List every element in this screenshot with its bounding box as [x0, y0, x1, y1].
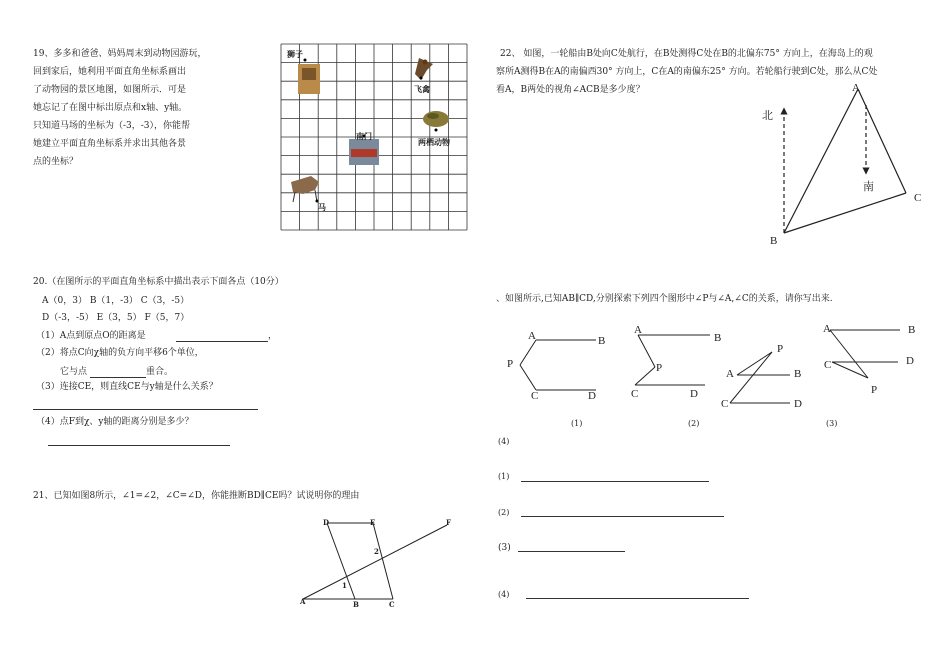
q23-answer-blank-2[interactable]: [521, 516, 724, 517]
q23-answer-blank-4[interactable]: [526, 598, 749, 599]
q21-label-C: C: [389, 600, 395, 609]
q19-line: 了动物园的景区地图，如图所示．可是: [33, 85, 187, 95]
q23-f1-D: D: [588, 390, 596, 402]
q23-f3-B: B: [794, 368, 802, 380]
q20-part4-blank[interactable]: [48, 445, 230, 446]
map-label-amphibian: 两栖动物: [418, 137, 450, 147]
q21-label-E: E: [370, 518, 376, 527]
q23-f1-B: B: [598, 335, 606, 347]
q23-f3-A: A: [726, 368, 734, 380]
q22-triangle-figure: [760, 85, 920, 245]
q23-caption-4: (4): [498, 437, 510, 446]
q20-part3: （3）连接CE，则直线CE与y轴是什么关系？: [36, 382, 218, 392]
q23-f2-B: B: [714, 332, 722, 344]
q23-figures: [500, 320, 920, 410]
q23-text: 、如图所示,已知AB∥CD,分别探索下列四个图形中∠P与∠A,∠C的关系，请你写出来.: [496, 294, 833, 304]
q21-angle-2: 2: [374, 547, 379, 556]
q23-f3-D: D: [794, 398, 802, 410]
q23-answer-label-1: (1): [498, 472, 510, 481]
q23-f2-A: A: [634, 324, 642, 336]
q23-f4-C: C: [824, 359, 832, 371]
q23-f4-D: D: [906, 355, 914, 367]
q23-f1-A: A: [528, 330, 536, 342]
map-label-bird: 飞禽: [414, 84, 430, 94]
q20-title: 20.（在图所示的平面直角坐标系中描出表示下面各点（10分）: [33, 277, 284, 287]
q23-answer-blank-1[interactable]: [521, 481, 709, 482]
q19-line: 她忘记了在图中标出原点和x轴、y轴。: [33, 103, 188, 113]
q20-part4: （4）点F到χ、y轴的距离分别是多少？: [36, 417, 194, 427]
q20-part1-blank[interactable]: [176, 341, 268, 342]
q20-part2b: 它与点: [60, 367, 88, 377]
map-label-horse: 马: [318, 202, 326, 212]
q22-line: 22、 如图，一轮船由B处向C处航行，在B处测得C处在B的北偏东75° 方向上，在海岛上的观: [500, 49, 873, 59]
q23-f2-D: D: [690, 388, 698, 400]
map-label-lion: 狮子: [287, 49, 303, 59]
q23-f3-P: P: [777, 343, 784, 355]
map-label-gate: 南门: [356, 131, 372, 141]
q23-f2-C: C: [631, 388, 639, 400]
q20-points-row1: A（0，3） B（1，-3） C（3，-5）: [42, 296, 190, 306]
q19-line: 只知道马场的坐标为（-3，-3），你能帮: [33, 121, 191, 131]
q21-label-A: A: [300, 597, 306, 606]
q22-label-C: C: [914, 192, 922, 204]
q20-part2c: 重合。: [146, 367, 174, 377]
q22-label-A: A: [852, 82, 860, 94]
q20-part2a: （2）将点C向χ轴的负方向平移6个单位，: [36, 348, 204, 358]
q23-answer-label-2: (2): [498, 508, 510, 517]
q23-f1-P: P: [507, 358, 514, 370]
q23-answer-blank-3[interactable]: [518, 551, 625, 552]
q21-label-D: D: [323, 518, 330, 527]
q23-f4-A: A: [823, 323, 831, 335]
q23-caption-3: (3): [826, 419, 838, 428]
q19-line: 点的坐标？: [33, 157, 79, 167]
q23-caption-2: (2): [688, 419, 700, 428]
q21-label-F: F: [446, 518, 451, 527]
q20-part1-end: ，: [268, 331, 278, 341]
q22-label-south: 南: [863, 181, 874, 193]
q20-part1: （1）A点到原点O的距离是: [36, 331, 146, 341]
q22-label-B: B: [770, 235, 778, 247]
q23-f2-P: P: [656, 362, 663, 374]
q22-label-north: 北: [762, 110, 773, 122]
q21-text: 21、已知如图8所示，∠1=∠2，∠C=∠D，你能推断BD∥CE吗？试说明你的理由: [33, 491, 360, 501]
q21-angle-1: 1: [342, 581, 347, 590]
q21-label-B: B: [353, 600, 359, 609]
q20-part2-blank[interactable]: [90, 377, 146, 378]
q23-caption-1: (1): [571, 419, 583, 428]
q23-f1-C: C: [531, 390, 539, 402]
q20-points-row2: D（-3，-5） E（3，5） F（5，7）: [42, 313, 190, 323]
q20-part3-blank[interactable]: [33, 409, 258, 410]
q21-figure: [295, 515, 460, 610]
q23-f3-C: C: [721, 398, 729, 410]
q19-line: 她建立平面直角坐标系并求出其他各景: [33, 139, 187, 149]
q23-f4-B: B: [908, 324, 916, 336]
q19-line: 19、多多和爸爸、妈妈周末到动物园游玩，: [33, 49, 207, 59]
q22-line: 察所A测得B在A的南偏西30° 方向上，C在A的南偏东25° 方向。若轮船行驶到C处，那么从C处: [496, 67, 878, 77]
q23-answer-label-3: (3): [498, 543, 511, 553]
q22-line: 看A，B两处的视角∠ACB是多少度？: [496, 85, 645, 95]
q19-line: 回到家后，她利用平面直角坐标系画出: [33, 67, 187, 77]
q23-f4-P: P: [871, 384, 878, 396]
q23-answer-label-4: (4): [498, 590, 510, 599]
